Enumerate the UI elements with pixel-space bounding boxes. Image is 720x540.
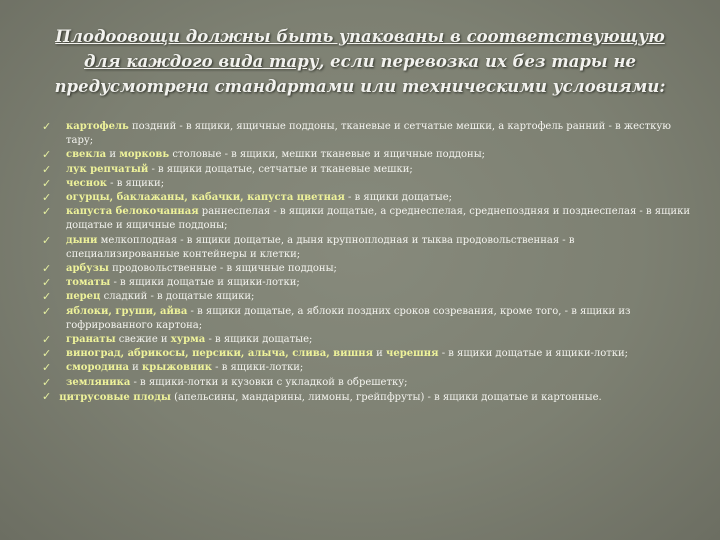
list-item: ✓ арбузы продовольственные - в ящичные поддоны; — [42, 262, 337, 276]
list-item: ✓ земляника - в ящики-лотки и кузовки с укладкой в обрешетку; — [42, 375, 408, 389]
title-line-1: Плодоовощи должны быть упакованы в соответствующую — [55, 27, 665, 46]
checkmark-icon: ✓ — [42, 233, 52, 247]
checkmark-icon: ✓ — [42, 162, 52, 176]
checkmark-icon: ✓ — [42, 290, 52, 304]
checkmark-icon: ✓ — [42, 262, 52, 276]
list-item: ✓ перец сладкий - в дощатые ящики; — [42, 290, 255, 304]
list-item: ✓ свекла и морковь столовые - в ящики, мешки тканевые и ящичные поддоны; — [42, 148, 486, 162]
list-item: ✓ капуста белокочанная раннеспелая - в ящики дощатые, а среднеспелая, среднепоздняя и позднеспелая - в ящики дощатые и ящичные поддоны; — [42, 205, 690, 232]
checkmark-icon: ✓ — [42, 347, 52, 361]
checkmark-icon: ✓ — [42, 276, 52, 290]
title-line-2-rest: , если перевозка их без тары не — [318, 52, 636, 71]
checkmark-icon: ✓ — [42, 191, 52, 205]
list-item: ✓ томаты - в ящики дощатые и ящики-лотки; — [42, 276, 300, 290]
list-item: ✓ картофель поздний - в ящики, ящичные поддоны, тканевые и сетчатые мешки, а картофель ранний - в жесткую тару; — [42, 120, 671, 147]
list-item: ✓ цитрусовые плоды (апельсины, мандарины, лимоны, грейпфруты) - в ящики дощатые и картонные. — [42, 389, 602, 403]
checkmark-icon: ✓ — [42, 375, 52, 389]
checkmark-icon: ✓ — [42, 333, 52, 347]
title-line-2-underlined: для каждого вида тару — [83, 52, 319, 71]
checkmark-icon: ✓ — [42, 389, 52, 403]
list-item: ✓ виноград, абрикосы, персики, алыча, слива, вишня и черешня - в ящики дощатые и ящики-лотки; — [42, 347, 629, 361]
list-item: ✓ гранаты свежие и хурма - в ящики дощатые; — [42, 333, 313, 347]
title-line-3: предусмотрена стандартами или техническими условиями: — [54, 77, 666, 96]
list-item: ✓ дыни мелкоплодная - в ящики дощатые, а дыня крупноплодная и тыква продовольственная - в специализированные контейнеры и клетки; — [42, 233, 575, 260]
list-item: ✓ яблоки, груши, айва - в ящики дощатые, а яблоки поздних сроков созревания, кроме того, - в ящики из гофрированного картона; — [42, 304, 631, 331]
checkmark-icon: ✓ — [42, 361, 52, 375]
packaging-list — [42, 120, 690, 405]
list-item: ✓ чеснок - в ящики; — [42, 176, 165, 190]
checkmark-icon: ✓ — [42, 176, 52, 190]
checkmark-icon: ✓ — [42, 120, 52, 133]
list-item: ✓ огурцы, баклажаны, кабачки, капуста цветная - в ящики дощатые; — [42, 191, 452, 205]
checkmark-icon: ✓ — [42, 304, 52, 318]
list-item: ✓ смородина и крыжовник - в ящики-лотки; — [42, 361, 304, 375]
checkmark-icon: ✓ — [42, 148, 52, 162]
slide-title — [30, 24, 690, 99]
list-item: ✓ лук репчатый - в ящики дощатые, сетчатые и тканевые мешки; — [42, 162, 413, 176]
checkmark-icon: ✓ — [42, 205, 52, 219]
